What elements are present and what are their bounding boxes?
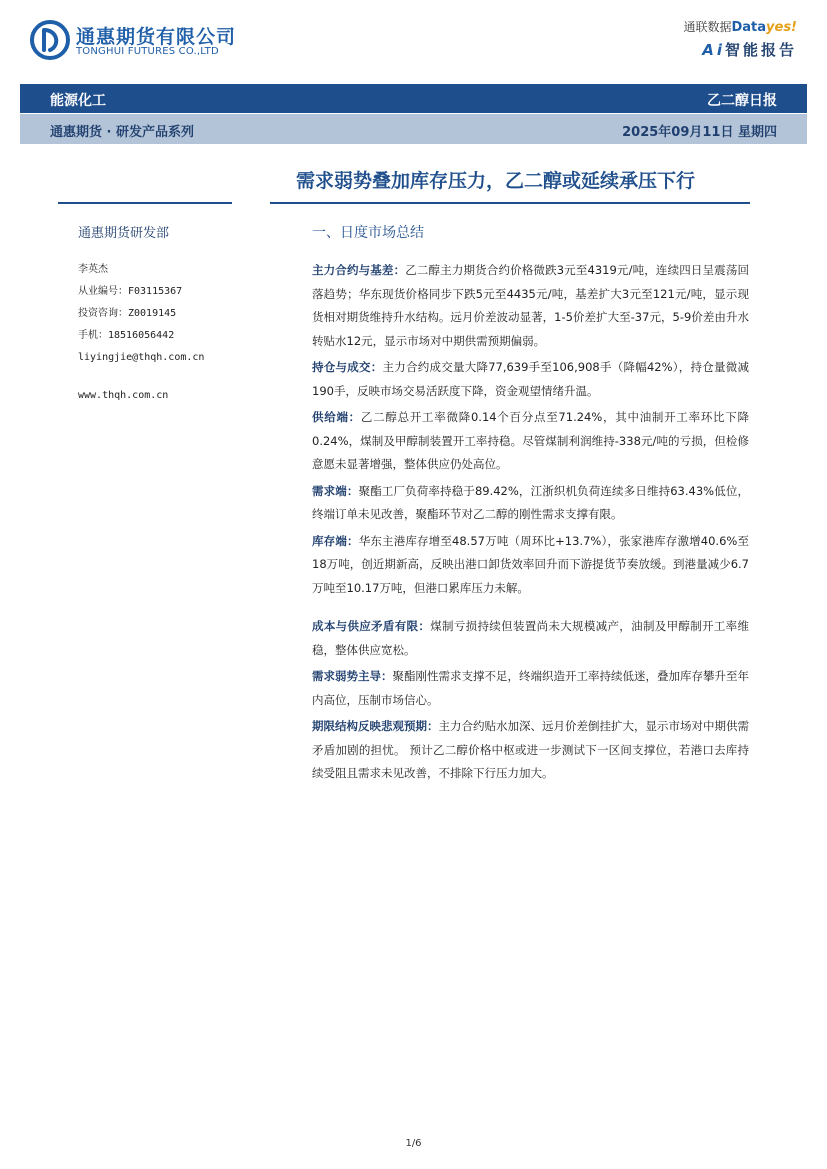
paragraph-text: 煤制亏损持续但装置尚未大规模减产，油制及甲醇制开工率维稳，整体供应宽松。 [312, 619, 750, 657]
paragraph-text: 乙二醇总开工率微降0.14个百分点至71.24%，其中油制开工率环比下降0.24%，煤制及甲醇制装置开工率持稳。尽管煤制利润维持-338元/吨的亏损，但检修意愿未显著增强，整体供应仍处高位。 [312, 410, 750, 471]
company-logo-icon [30, 20, 70, 60]
paragraph-label: 库存端： [312, 533, 359, 548]
department: 通惠期货研发部 [78, 226, 170, 241]
divider-right [270, 202, 750, 204]
paragraph-demand-weak [312, 665, 749, 712]
paragraph-text: 主力合约贴水加深、远月价差倒挂扩大，显示市场对中期供需矛盾加剧的担忧。 预计乙二醇价格中枢或进一步测试下一区间支撑位，若港口去库持续受阻且需求未见改善，不排除下行压力加大。 [312, 719, 749, 780]
paragraph-text: 乙二醇主力期货合约价格微跌3元至4319元/吨，连续四日呈震荡回落趋势；华东现货价格同步下跌5元至4435元/吨，基差扩大3元至121元/吨，显示现货相对期货维持升水结构。远月价差波动显著，1-5价差扩大至-37元，5-9价差由升水转贴水12元，显示市场对中期供需预期偏弱。 [312, 263, 749, 348]
advisor-number: 投资咨询：Z0019145 [78, 308, 177, 319]
brand-ai: Ai [702, 41, 725, 59]
main-content [312, 222, 749, 789]
paragraph-inventory [312, 530, 749, 601]
series-label: 通惠期货 · 研发产品系列 [50, 125, 194, 140]
report-type: 乙二醇日报 [707, 93, 777, 109]
author-name: 李英杰 [78, 264, 108, 275]
email-link[interactable]: liyingjie@thqh.com.cn [78, 352, 205, 363]
sector-bar [20, 84, 807, 113]
section-title: 一、日度市场总结 [312, 225, 424, 241]
company-logo [30, 18, 260, 64]
paragraph-label: 主力合约与基差： [312, 263, 406, 277]
paragraph-text: 华东主港库存增至48.57万吨（周环比+13.7%），张家港库存激增40.6%至18万吨，创近期新高，反映出港口卸货效率回升而下游提货节奏放缓。到港量减少6.7万吨至10.17万吨，但港口累库压力未解。 [312, 533, 749, 595]
paragraph-contract-basis [312, 259, 749, 353]
paragraph-label: 供给端： [312, 410, 361, 424]
paragraph-text: 主力合约成交量大降77,639手至106,908手（降幅42%），持仓量微减190手，反映市场交易活跃度下降，资金观望情绪升温。 [312, 360, 749, 398]
brand-top-cn: 通联数据 [683, 20, 732, 34]
report-date: 2025年09月11日 星期四 [622, 125, 777, 140]
brand-top-yes: yes! [766, 20, 797, 35]
paragraph-supply [312, 406, 749, 477]
paragraph-label: 需求端： [312, 483, 359, 498]
paragraph-label: 持仓与成交： [312, 360, 383, 374]
brand-top [683, 18, 797, 35]
brand-top-data: Data [731, 20, 767, 35]
author-sidebar [78, 222, 258, 407]
brand-bottom-text: 智能报告 [724, 41, 797, 59]
paragraph-text: 聚酯工厂负荷率持稳于89.42%，江浙织机负荷连续多日维持63.43%低位，终端订单未见改善，聚酯环节对乙二醇的刚性需求支撑有限。 [312, 483, 750, 521]
report-title: 需求弱势叠加库存压力，乙二醇或延续承压下行 [296, 170, 696, 192]
website-link[interactable]: www.thqh.com.cn [78, 390, 169, 401]
company-name-en: TONGHUI FUTURES CO.,LTD [76, 46, 219, 57]
brand-logo [683, 18, 797, 60]
paragraph-cost-supply [312, 615, 749, 662]
paragraph-text: 聚酯刚性需求支撑不足，终端织造开工率持续低迷，叠加库存攀升至年内高位，压制市场信心。 [312, 669, 749, 707]
paragraph-label: 成本与供应矛盾有限： [312, 619, 431, 633]
sector-label: 能源化工 [50, 93, 106, 109]
paragraph-position-volume [312, 356, 749, 403]
brand-bottom [683, 39, 797, 60]
divider-left [58, 202, 232, 204]
paragraph-demand [312, 480, 749, 527]
phone: 手机：18516056442 [78, 330, 175, 341]
page-number: 1/6 [405, 1138, 422, 1149]
company-name-cn: 通惠期货有限公司 [76, 26, 237, 48]
paragraph-label: 期限结构反映悲观预期： [312, 719, 439, 733]
license-number: 从业编号：F03115367 [78, 286, 183, 297]
paragraph-term-structure [312, 715, 749, 786]
paragraph-label: 需求弱势主导： [312, 669, 393, 683]
series-bar [20, 114, 807, 144]
